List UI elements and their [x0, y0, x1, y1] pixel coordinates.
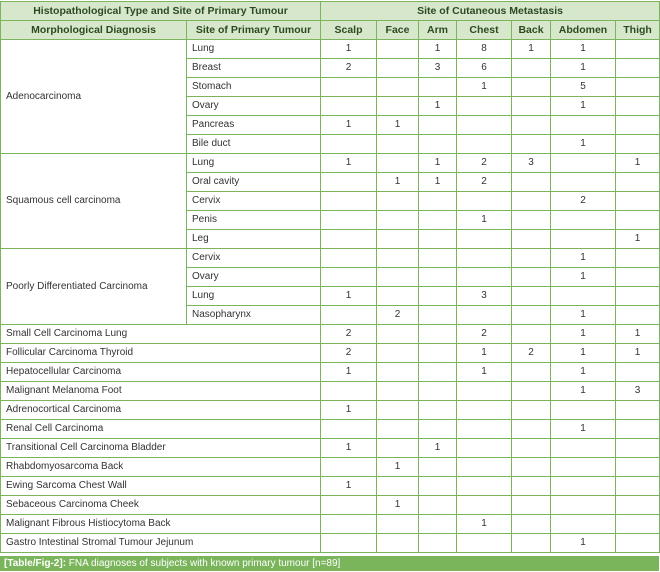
count-cell — [616, 363, 660, 382]
count-cell — [512, 496, 551, 515]
count-cell: 1 — [616, 344, 660, 363]
count-cell: 1 — [321, 287, 377, 306]
table-row — [1, 420, 660, 439]
diagnosis-cell: Adrenocortical Carcinoma — [1, 401, 321, 420]
diagnosis-cell: Rhabdomyosarcoma Back — [1, 458, 321, 477]
count-cell: 8 — [457, 40, 512, 59]
count-cell — [377, 135, 419, 154]
count-cell — [377, 154, 419, 173]
count-cell: 1 — [457, 363, 512, 382]
count-cell — [377, 249, 419, 268]
count-cell: 3 — [419, 59, 457, 78]
count-cell: 1 — [551, 420, 616, 439]
count-cell: 1 — [551, 534, 616, 553]
table-row — [1, 344, 660, 363]
table-row — [1, 458, 660, 477]
count-cell: 2 — [551, 192, 616, 211]
count-cell — [419, 477, 457, 496]
count-cell — [419, 363, 457, 382]
count-cell: 2 — [457, 173, 512, 192]
count-cell: 1 — [551, 306, 616, 325]
count-cell — [512, 534, 551, 553]
count-cell — [321, 420, 377, 439]
count-cell — [512, 458, 551, 477]
count-cell — [512, 420, 551, 439]
count-cell — [321, 382, 377, 401]
count-cell — [377, 192, 419, 211]
count-cell — [616, 135, 660, 154]
col-header-arm: Arm — [419, 21, 457, 40]
count-cell — [377, 40, 419, 59]
count-cell — [551, 287, 616, 306]
table-row — [1, 40, 660, 59]
count-cell: 3 — [512, 154, 551, 173]
diagnosis-cell: Gastro Intestinal Stromal Tumour Jejunum — [1, 534, 321, 553]
count-cell: 1 — [551, 268, 616, 287]
count-cell: 2 — [457, 325, 512, 344]
diagnosis-cell: Poorly Differentiated Carcinoma — [1, 249, 187, 325]
count-cell — [512, 97, 551, 116]
primary-site-cell: Cervix — [187, 192, 321, 211]
count-cell — [616, 420, 660, 439]
count-cell: 1 — [321, 363, 377, 382]
col-header-back: Back — [512, 21, 551, 40]
count-cell — [512, 325, 551, 344]
diagnosis-cell: Malignant Fibrous Histiocytoma Back — [1, 515, 321, 534]
count-cell — [616, 306, 660, 325]
count-cell — [616, 97, 660, 116]
table-row — [1, 363, 660, 382]
table-row — [1, 515, 660, 534]
table-row — [1, 534, 660, 553]
count-cell — [457, 230, 512, 249]
count-cell — [321, 496, 377, 515]
count-cell: 1 — [457, 515, 512, 534]
count-cell — [551, 496, 616, 515]
count-cell — [377, 211, 419, 230]
count-cell — [419, 344, 457, 363]
count-cell — [551, 173, 616, 192]
col-header-face: Face — [377, 21, 419, 40]
count-cell: 1 — [321, 401, 377, 420]
diagnosis-cell: Transitional Cell Carcinoma Bladder — [1, 439, 321, 458]
count-cell — [321, 173, 377, 192]
primary-site-cell: Leg — [187, 230, 321, 249]
count-cell — [551, 458, 616, 477]
col-header-chest: Chest — [457, 21, 512, 40]
count-cell — [616, 477, 660, 496]
table-row — [1, 401, 660, 420]
count-cell — [616, 40, 660, 59]
count-cell — [616, 458, 660, 477]
count-cell — [616, 59, 660, 78]
count-cell: 1 — [419, 97, 457, 116]
col-header-primary-site: Site of Primary Tumour — [187, 21, 321, 40]
count-cell — [321, 211, 377, 230]
col-header-diagnosis: Morphological Diagnosis — [1, 21, 187, 40]
count-cell: 1 — [419, 173, 457, 192]
count-cell — [512, 192, 551, 211]
count-cell — [419, 382, 457, 401]
count-cell — [512, 116, 551, 135]
count-cell: 1 — [377, 116, 419, 135]
count-cell — [512, 59, 551, 78]
count-cell: 1 — [551, 135, 616, 154]
count-cell — [419, 268, 457, 287]
primary-site-cell: Cervix — [187, 249, 321, 268]
diagnosis-cell: Malignant Melanoma Foot — [1, 382, 321, 401]
table-row — [1, 249, 660, 268]
count-cell — [377, 382, 419, 401]
count-cell — [377, 59, 419, 78]
count-cell: 1 — [457, 78, 512, 97]
count-cell — [457, 382, 512, 401]
count-cell — [321, 135, 377, 154]
count-cell — [419, 325, 457, 344]
count-cell — [457, 268, 512, 287]
count-cell — [616, 268, 660, 287]
count-cell — [419, 458, 457, 477]
count-cell — [616, 211, 660, 230]
count-cell — [616, 173, 660, 192]
primary-site-cell: Lung — [187, 287, 321, 306]
primary-site-cell: Pancreas — [187, 116, 321, 135]
count-cell — [419, 192, 457, 211]
count-cell: 1 — [551, 382, 616, 401]
count-cell — [512, 515, 551, 534]
primary-site-cell: Bile duct — [187, 135, 321, 154]
count-cell: 1 — [551, 363, 616, 382]
count-cell: 1 — [377, 458, 419, 477]
count-cell — [616, 78, 660, 97]
diagnosis-cell: Small Cell Carcinoma Lung — [1, 325, 321, 344]
table-row — [1, 496, 660, 515]
count-cell — [377, 325, 419, 344]
count-cell — [457, 496, 512, 515]
count-cell — [551, 211, 616, 230]
count-cell — [616, 192, 660, 211]
count-cell — [377, 534, 419, 553]
diagnosis-cell: Ewing Sarcoma Chest Wall — [1, 477, 321, 496]
count-cell — [457, 135, 512, 154]
header-row-top — [1, 2, 660, 21]
count-cell: 1 — [321, 40, 377, 59]
count-cell — [377, 401, 419, 420]
count-cell — [377, 97, 419, 116]
primary-site-cell: Penis — [187, 211, 321, 230]
count-cell — [457, 192, 512, 211]
count-cell: 3 — [616, 382, 660, 401]
count-cell — [321, 458, 377, 477]
count-cell — [419, 420, 457, 439]
fna-diagnoses-table — [0, 1, 660, 553]
count-cell — [321, 230, 377, 249]
count-cell: 1 — [321, 116, 377, 135]
count-cell — [419, 78, 457, 97]
count-cell — [419, 249, 457, 268]
count-cell — [551, 116, 616, 135]
count-cell — [457, 306, 512, 325]
count-cell: 2 — [321, 344, 377, 363]
count-cell — [616, 515, 660, 534]
count-cell — [512, 287, 551, 306]
count-cell: 1 — [321, 154, 377, 173]
count-cell: 2 — [321, 325, 377, 344]
primary-site-cell: Ovary — [187, 97, 321, 116]
count-cell — [616, 401, 660, 420]
diagnosis-cell: Adenocarcinoma — [1, 40, 187, 154]
count-cell — [377, 439, 419, 458]
count-cell — [321, 268, 377, 287]
count-cell — [551, 515, 616, 534]
count-cell — [457, 534, 512, 553]
count-cell — [551, 154, 616, 173]
count-cell — [377, 268, 419, 287]
count-cell: 2 — [457, 154, 512, 173]
count-cell — [419, 534, 457, 553]
primary-site-cell: Lung — [187, 154, 321, 173]
count-cell: 1 — [551, 59, 616, 78]
diagnosis-cell: Follicular Carcinoma Thyroid — [1, 344, 321, 363]
count-cell — [321, 249, 377, 268]
count-cell — [616, 534, 660, 553]
count-cell — [419, 496, 457, 515]
count-cell — [551, 439, 616, 458]
count-cell: 1 — [419, 154, 457, 173]
count-cell — [512, 249, 551, 268]
table-row — [1, 439, 660, 458]
header-row-columns — [1, 21, 660, 40]
count-cell: 1 — [377, 173, 419, 192]
count-cell — [321, 192, 377, 211]
count-cell: 1 — [551, 249, 616, 268]
count-cell — [457, 477, 512, 496]
primary-site-cell: Nasopharynx — [187, 306, 321, 325]
diagnosis-cell: Sebaceous Carcinoma Cheek — [1, 496, 321, 515]
count-cell — [457, 249, 512, 268]
count-cell — [321, 306, 377, 325]
caption-text: FNA diagnoses of subjects with known primary tumour [n=89] — [66, 558, 341, 569]
primary-site-cell: Oral cavity — [187, 173, 321, 192]
count-cell — [419, 515, 457, 534]
count-cell: 1 — [457, 211, 512, 230]
count-cell: 1 — [457, 344, 512, 363]
count-cell — [457, 116, 512, 135]
count-cell — [419, 135, 457, 154]
count-cell — [512, 363, 551, 382]
count-cell — [512, 306, 551, 325]
count-cell: 1 — [551, 40, 616, 59]
count-cell — [377, 78, 419, 97]
count-cell — [616, 249, 660, 268]
table-row — [1, 154, 660, 173]
count-cell — [377, 420, 419, 439]
count-cell — [551, 401, 616, 420]
count-cell — [419, 116, 457, 135]
count-cell: 1 — [551, 325, 616, 344]
count-cell — [512, 173, 551, 192]
count-cell — [321, 515, 377, 534]
col-header-abdomen: Abdomen — [551, 21, 616, 40]
count-cell: 1 — [377, 496, 419, 515]
col-header-scalp: Scalp — [321, 21, 377, 40]
count-cell — [377, 287, 419, 306]
count-cell: 1 — [616, 230, 660, 249]
count-cell — [512, 230, 551, 249]
count-cell: 1 — [512, 40, 551, 59]
count-cell — [512, 135, 551, 154]
table-body — [1, 40, 660, 553]
count-cell: 1 — [551, 97, 616, 116]
count-cell — [616, 287, 660, 306]
table-row — [1, 382, 660, 401]
count-cell — [512, 78, 551, 97]
count-cell: 3 — [457, 287, 512, 306]
count-cell — [321, 78, 377, 97]
primary-site-cell: Ovary — [187, 268, 321, 287]
count-cell: 6 — [457, 59, 512, 78]
count-cell: 1 — [616, 325, 660, 344]
count-cell — [457, 439, 512, 458]
count-cell — [512, 268, 551, 287]
primary-site-cell: Lung — [187, 40, 321, 59]
count-cell — [512, 477, 551, 496]
count-cell — [512, 211, 551, 230]
count-cell: 1 — [616, 154, 660, 173]
count-cell — [616, 439, 660, 458]
count-cell: 2 — [377, 306, 419, 325]
metastasis-title-header: Site of Cutaneous Metastasis — [321, 2, 660, 21]
count-cell: 1 — [321, 439, 377, 458]
count-cell: 1 — [551, 344, 616, 363]
count-cell — [377, 515, 419, 534]
count-cell — [457, 401, 512, 420]
diagnosis-cell: Hepatocellular Carcinoma — [1, 363, 321, 382]
diagnosis-cell: Squamous cell carcinoma — [1, 154, 187, 249]
table-row — [1, 477, 660, 496]
count-cell — [377, 477, 419, 496]
primary-site-cell: Breast — [187, 59, 321, 78]
count-cell — [419, 306, 457, 325]
count-cell — [419, 230, 457, 249]
count-cell: 1 — [419, 40, 457, 59]
primary-site-cell: Stomach — [187, 78, 321, 97]
count-cell — [321, 97, 377, 116]
count-cell — [457, 97, 512, 116]
count-cell — [377, 363, 419, 382]
count-cell: 2 — [512, 344, 551, 363]
count-cell — [457, 420, 512, 439]
count-cell — [457, 458, 512, 477]
count-cell — [377, 344, 419, 363]
count-cell — [616, 496, 660, 515]
count-cell — [419, 401, 457, 420]
col-header-thigh: Thigh — [616, 21, 660, 40]
count-cell — [512, 401, 551, 420]
table-caption — [0, 556, 659, 571]
count-cell — [551, 230, 616, 249]
table-row — [1, 325, 660, 344]
count-cell — [419, 287, 457, 306]
count-cell — [616, 116, 660, 135]
count-cell — [512, 382, 551, 401]
caption-tag: [Table/Fig-2]: — [4, 558, 67, 569]
count-cell: 1 — [321, 477, 377, 496]
group-title-header: Histopathological Type and Site of Primary Tumour — [1, 2, 321, 21]
count-cell — [551, 477, 616, 496]
count-cell — [377, 230, 419, 249]
count-cell — [512, 439, 551, 458]
count-cell — [419, 211, 457, 230]
count-cell: 1 — [419, 439, 457, 458]
diagnosis-cell: Renal Cell Carcinoma — [1, 420, 321, 439]
count-cell: 5 — [551, 78, 616, 97]
count-cell: 2 — [321, 59, 377, 78]
count-cell — [321, 534, 377, 553]
